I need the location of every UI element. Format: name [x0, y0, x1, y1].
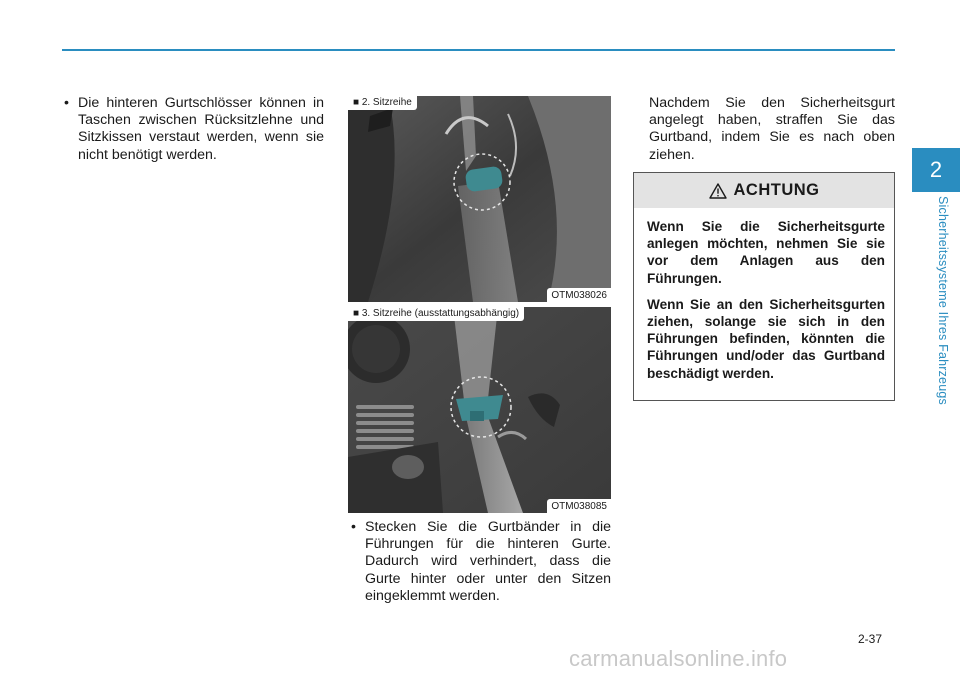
section-title: Sicherheitssysteme Ihres Fahrzeugs — [936, 196, 950, 405]
warning-title: ACHTUNG — [733, 181, 820, 199]
intro-paragraph: Nachdem Sie den Sicherheitsgurt angelegt haben, straffen Sie das Gurtband, indem Sie es nach oben ziehen. — [649, 95, 895, 163]
page-number: 2-37 — [858, 632, 883, 646]
column-left — [62, 95, 324, 164]
bullet-dot: • — [64, 95, 69, 111]
bullet-dot: • — [351, 519, 356, 535]
figure-code: OTM038026 — [547, 288, 611, 302]
watermark: carmanualsonline.info — [569, 646, 788, 671]
figure-caption: ■ 3. Sitzreihe (ausstattungsabhängig) — [348, 307, 524, 321]
column-middle — [349, 519, 611, 605]
warning-box — [633, 172, 895, 401]
warning-header — [634, 173, 894, 208]
chapter-tab[interactable] — [912, 148, 960, 192]
figure-code: OTM038085 — [547, 499, 611, 513]
figure-caption: ■ 2. Sitzreihe — [348, 96, 417, 110]
warning-paragraph: Wenn Sie die Sicherheitsgurte anlegen möchten, nehmen Sie sie vor dem Anlagen aus den Führungen. — [647, 219, 885, 286]
figure-second-row — [348, 96, 611, 302]
warning-body — [634, 208, 894, 382]
list-item — [349, 519, 611, 605]
seatbelt-guide-illustration — [348, 96, 611, 302]
bullet-text: Stecken Sie die Gurtbänder in die Führungen für die hinteren Gurte. Dadurch wird verhindert, dass die Gurte hinter oder unter den Sitzen eingeklemmt werden. — [365, 519, 611, 604]
column-right — [633, 95, 895, 164]
figure-third-row — [348, 307, 611, 513]
seatbelt-guide-illustration — [348, 307, 611, 513]
list-item — [62, 95, 324, 164]
bullet-text: Die hinteren Gurtschlösser können in Taschen zwischen Rücksitzlehne und Sitzkissen verstaut werden, wenn sie nicht benötigt werden. — [78, 95, 324, 163]
warning-paragraph: Wenn Sie an den Sicherheitsgurten ziehen, solange sie sich in den Führungen befinden, könnten die Führungen und/oder das Gurtband beschädigt werden. — [647, 296, 885, 381]
chapter-number: 2 — [929, 157, 943, 182]
warning-triangle-icon — [709, 183, 727, 199]
header-rule — [62, 49, 895, 51]
